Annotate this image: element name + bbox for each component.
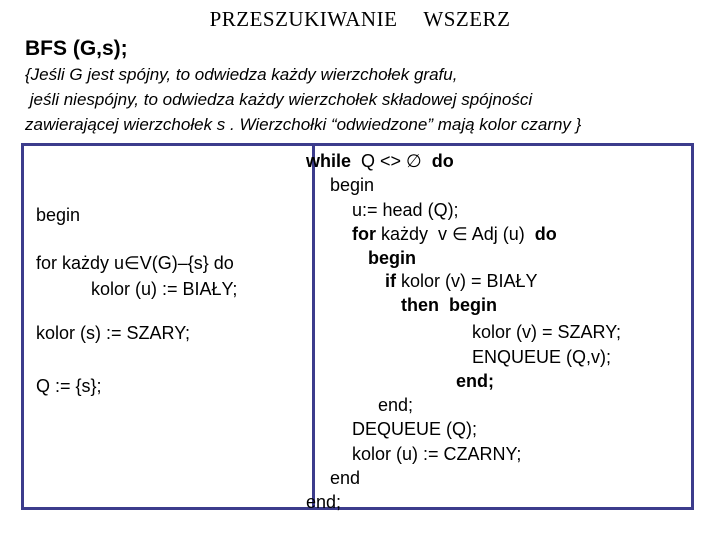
left-queue-init: Q := {s}; [36,376,102,396]
then-keyword: then [401,295,439,315]
left-for-line: for każdy u∈V(G)–{s} do [36,253,234,273]
begin-2: begin [368,248,416,268]
intro-line-2: jeśli niespójny, to odwiedza każdy wierzchołek składowej spójności [25,90,533,109]
if-keyword: if [385,271,396,291]
do-keyword: do [534,224,557,244]
dequeue: DEQUEUE (Q); [352,419,478,439]
title-part-2: WSZERZ [423,7,511,31]
do-keyword: do [431,151,454,171]
do-keyword: do [213,253,234,273]
for-keyword: for [36,253,58,273]
for-keyword: for [352,224,376,244]
begin-1: begin [330,175,375,195]
end-while: end [330,468,361,488]
end-procedure: end; [306,492,342,512]
if-line: if kolor (v) = BIAŁY [385,271,538,291]
title-part-1: PRZESZUKIWANIE [209,7,398,31]
then-begin-line: then begin [401,295,497,315]
panel-divider [312,146,315,507]
set-gray: kolor (v) = SZARY; [472,322,622,342]
while-line: while Q <> ∅ do [306,151,454,171]
left-source-gray: kolor (s) := SZARY; [36,323,191,343]
end-inner: end; [456,371,494,391]
left-begin: begin [36,205,81,225]
for-line: for każdy v ∈ Adj (u) do [352,224,557,244]
enqueue: ENQUEUE (Q,v); [472,347,612,367]
left-init-color: kolor (u) := BIAŁY; [91,279,238,299]
intro-line-3: zawierającej wierzchołek s . Wierzchołki “odwiedzone” mają kolor czarny } [25,115,582,134]
while-keyword: while [306,151,352,171]
procedure-heading: BFS (G,s); [25,37,128,60]
page-title [0,9,720,30]
dequeue-head: u:= head (Q); [352,200,459,220]
intro-line-1: {Jeśli G jest spójny, to odwiedza każdy wierzchołek grafu, [25,65,458,84]
set-black: kolor (u) := CZARNY; [352,444,522,464]
end-for: end; [378,395,414,415]
